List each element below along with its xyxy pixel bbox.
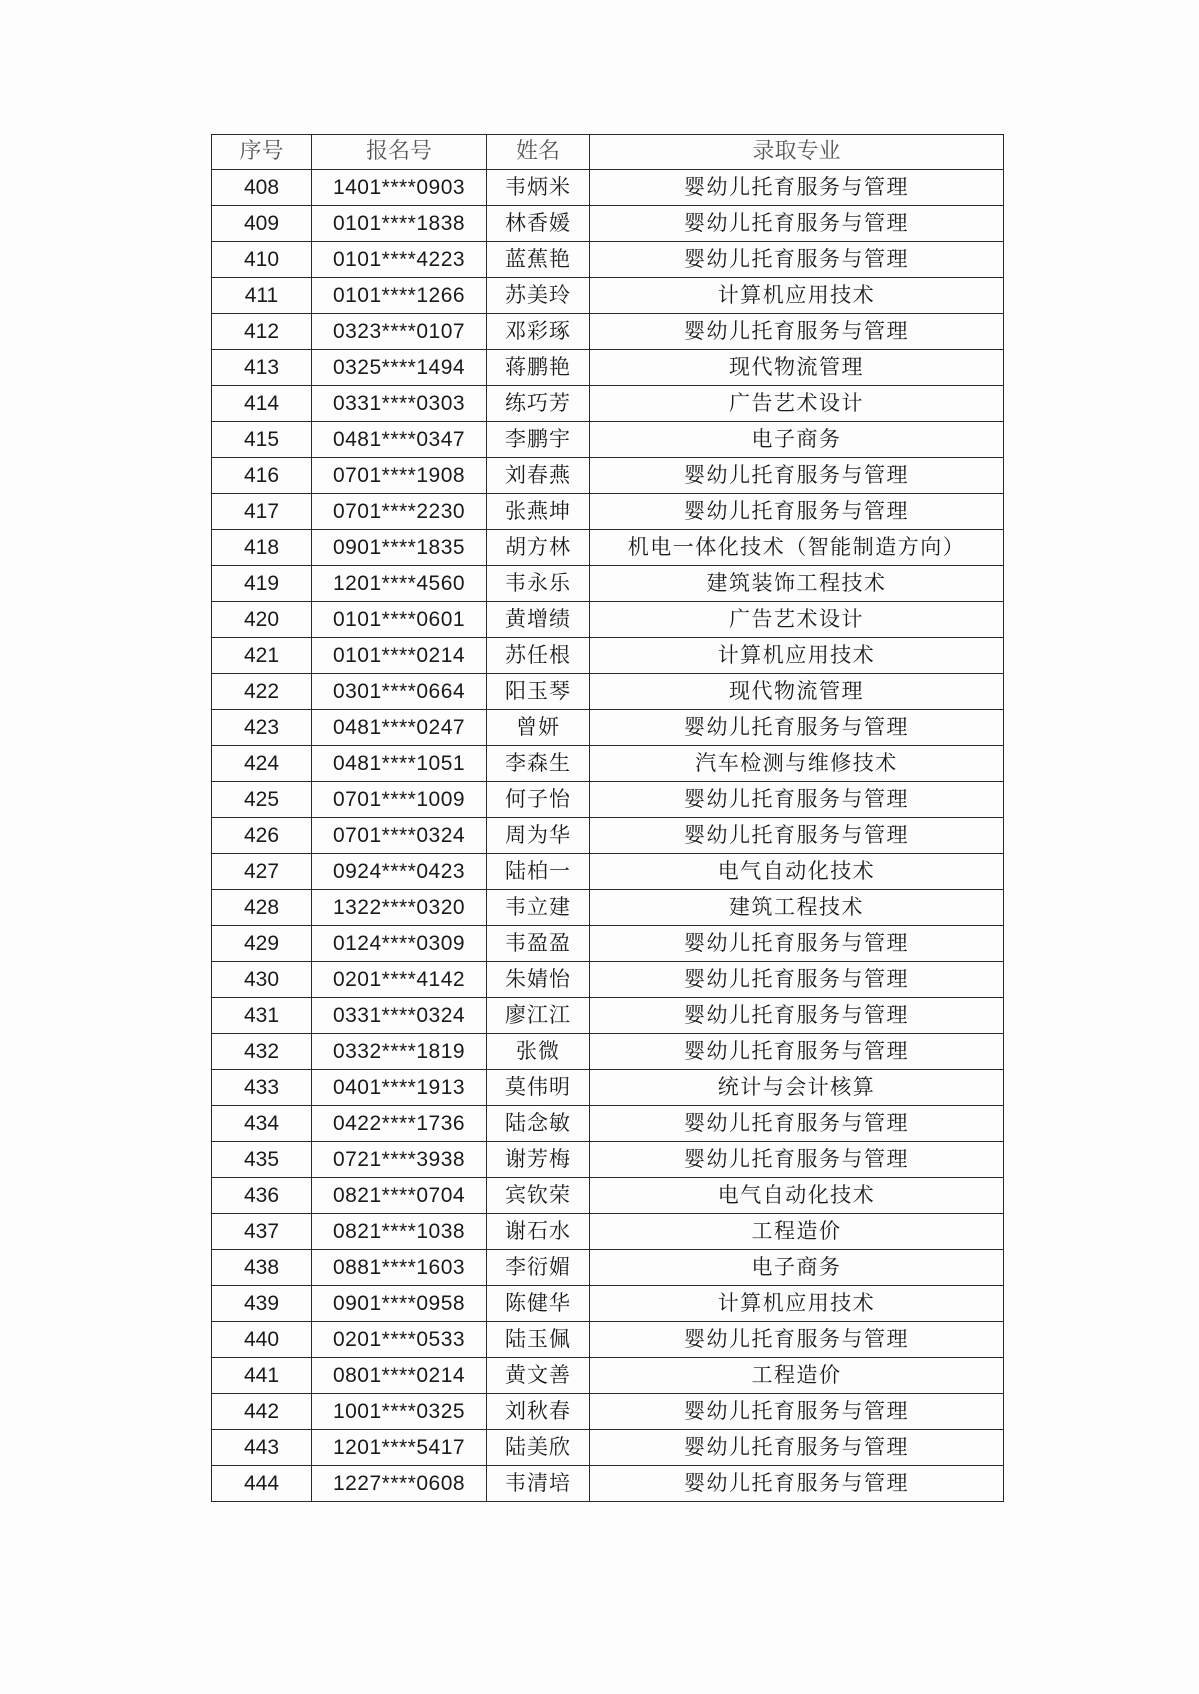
header-name: 姓名 [487,135,590,170]
row-registration-number-cell: 0821****0704 [312,1178,487,1214]
row-major-cell: 电气自动化技术 [590,1178,1004,1214]
row-major-cell: 机电一体化技术（智能制造方向） [590,530,1004,566]
row-major-cell: 工程造价 [590,1214,1004,1250]
row-seq-cell: 444 [212,1466,312,1502]
row-major-cell: 婴幼儿托育服务与管理 [590,206,1004,242]
row-seq-cell: 417 [212,494,312,530]
table-row [212,314,1004,350]
table-row [212,854,1004,890]
table-row [212,566,1004,602]
row-name-cell: 刘秋春 [487,1394,590,1430]
table-row [212,818,1004,854]
row-name-cell: 韦永乐 [487,566,590,602]
row-seq-cell: 416 [212,458,312,494]
row-registration-number-cell: 0325****1494 [312,350,487,386]
row-name-cell: 林香媛 [487,206,590,242]
row-registration-number-cell: 0332****1819 [312,1034,487,1070]
table-row [212,1142,1004,1178]
row-name-cell: 陆柏一 [487,854,590,890]
row-registration-number-cell: 0201****4142 [312,962,487,998]
row-major-cell: 工程造价 [590,1358,1004,1394]
row-seq-cell: 429 [212,926,312,962]
row-seq-cell: 431 [212,998,312,1034]
table-row [212,1034,1004,1070]
table-row [212,1106,1004,1142]
row-major-cell: 婴幼儿托育服务与管理 [590,962,1004,998]
admission-roster-table [211,134,1004,1502]
row-major-cell: 婴幼儿托育服务与管理 [590,998,1004,1034]
header-row [212,135,1004,170]
row-name-cell: 苏美玲 [487,278,590,314]
table-row [212,1070,1004,1106]
row-seq-cell: 419 [212,566,312,602]
row-name-cell: 蓝蕉艳 [487,242,590,278]
row-name-cell: 韦清培 [487,1466,590,1502]
row-major-cell: 电子商务 [590,422,1004,458]
row-major-cell: 婴幼儿托育服务与管理 [590,1106,1004,1142]
row-registration-number-cell: 0301****0664 [312,674,487,710]
table-row [212,602,1004,638]
row-major-cell: 婴幼儿托育服务与管理 [590,170,1004,206]
row-registration-number-cell: 0201****0533 [312,1322,487,1358]
row-major-cell: 计算机应用技术 [590,1286,1004,1322]
row-name-cell: 胡方林 [487,530,590,566]
row-major-cell: 建筑工程技术 [590,890,1004,926]
table-row [212,242,1004,278]
table-row [212,1250,1004,1286]
row-major-cell: 婴幼儿托育服务与管理 [590,458,1004,494]
row-major-cell: 电子商务 [590,1250,1004,1286]
table-row [212,1286,1004,1322]
table-row [212,1178,1004,1214]
row-registration-number-cell: 0481****0347 [312,422,487,458]
row-major-cell: 现代物流管理 [590,350,1004,386]
row-registration-number-cell: 0331****0303 [312,386,487,422]
row-registration-number-cell: 1401****0903 [312,170,487,206]
header-admitted-major: 录取专业 [590,135,1004,170]
row-major-cell: 婴幼儿托育服务与管理 [590,1394,1004,1430]
row-registration-number-cell: 0323****0107 [312,314,487,350]
row-name-cell: 廖江江 [487,998,590,1034]
row-name-cell: 何子怡 [487,782,590,818]
row-registration-number-cell: 0101****0601 [312,602,487,638]
row-registration-number-cell: 0481****0247 [312,710,487,746]
row-seq-cell: 439 [212,1286,312,1322]
row-seq-cell: 443 [212,1430,312,1466]
row-seq-cell: 408 [212,170,312,206]
table-row [212,530,1004,566]
table-header [212,135,1004,170]
row-name-cell: 苏任根 [487,638,590,674]
table-row [212,350,1004,386]
row-name-cell: 李鹏宇 [487,422,590,458]
row-name-cell: 宾钦荣 [487,1178,590,1214]
table-row [212,890,1004,926]
row-name-cell: 朱婧怡 [487,962,590,998]
row-registration-number-cell: 1227****0608 [312,1466,487,1502]
row-registration-number-cell: 0924****0423 [312,854,487,890]
row-registration-number-cell: 0701****1009 [312,782,487,818]
row-registration-number-cell: 0821****1038 [312,1214,487,1250]
row-major-cell: 现代物流管理 [590,674,1004,710]
table-row [212,1358,1004,1394]
row-name-cell: 韦盈盈 [487,926,590,962]
row-name-cell: 韦立建 [487,890,590,926]
row-registration-number-cell: 0124****0309 [312,926,487,962]
table-row [212,386,1004,422]
table-row [212,422,1004,458]
header-registration-number: 报名号 [312,135,487,170]
row-registration-number-cell: 0881****1603 [312,1250,487,1286]
row-major-cell: 婴幼儿托育服务与管理 [590,926,1004,962]
row-major-cell: 婴幼儿托育服务与管理 [590,1430,1004,1466]
row-registration-number-cell: 1001****0325 [312,1394,487,1430]
row-registration-number-cell: 0701****1908 [312,458,487,494]
row-name-cell: 蒋鹏艳 [487,350,590,386]
row-seq-cell: 414 [212,386,312,422]
row-major-cell: 婴幼儿托育服务与管理 [590,1322,1004,1358]
row-seq-cell: 424 [212,746,312,782]
row-name-cell: 邓彩琢 [487,314,590,350]
table-row [212,494,1004,530]
row-registration-number-cell: 0481****1051 [312,746,487,782]
row-seq-cell: 440 [212,1322,312,1358]
row-registration-number-cell: 0901****1835 [312,530,487,566]
row-seq-cell: 434 [212,1106,312,1142]
row-seq-cell: 430 [212,962,312,998]
row-major-cell: 婴幼儿托育服务与管理 [590,314,1004,350]
row-seq-cell: 436 [212,1178,312,1214]
row-major-cell: 婴幼儿托育服务与管理 [590,1034,1004,1070]
row-seq-cell: 413 [212,350,312,386]
table-row [212,278,1004,314]
row-name-cell: 李衍媚 [487,1250,590,1286]
row-registration-number-cell: 0701****0324 [312,818,487,854]
row-seq-cell: 427 [212,854,312,890]
row-name-cell: 陆美欣 [487,1430,590,1466]
row-name-cell: 莫伟明 [487,1070,590,1106]
row-major-cell: 婴幼儿托育服务与管理 [590,710,1004,746]
table-row [212,458,1004,494]
row-registration-number-cell: 0401****1913 [312,1070,487,1106]
row-name-cell: 陆念敏 [487,1106,590,1142]
table-row [212,962,1004,998]
row-registration-number-cell: 0801****0214 [312,1358,487,1394]
row-name-cell: 阳玉琴 [487,674,590,710]
row-registration-number-cell: 0331****0324 [312,998,487,1034]
row-major-cell: 婴幼儿托育服务与管理 [590,1142,1004,1178]
table-row [212,1466,1004,1502]
row-name-cell: 刘春燕 [487,458,590,494]
row-seq-cell: 423 [212,710,312,746]
row-seq-cell: 426 [212,818,312,854]
table-row [212,782,1004,818]
row-name-cell: 黄文善 [487,1358,590,1394]
table-row [212,926,1004,962]
row-name-cell: 韦炳米 [487,170,590,206]
row-registration-number-cell: 0101****1838 [312,206,487,242]
row-registration-number-cell: 0101****0214 [312,638,487,674]
row-name-cell: 张微 [487,1034,590,1070]
row-registration-number-cell: 1322****0320 [312,890,487,926]
row-major-cell: 计算机应用技术 [590,638,1004,674]
row-seq-cell: 435 [212,1142,312,1178]
row-name-cell: 谢石水 [487,1214,590,1250]
row-registration-number-cell: 1201****4560 [312,566,487,602]
table-row [212,998,1004,1034]
row-major-cell: 婴幼儿托育服务与管理 [590,494,1004,530]
row-seq-cell: 412 [212,314,312,350]
row-seq-cell: 410 [212,242,312,278]
row-seq-cell: 428 [212,890,312,926]
table-row [212,1430,1004,1466]
row-registration-number-cell: 0101****4223 [312,242,487,278]
row-seq-cell: 442 [212,1394,312,1430]
row-seq-cell: 441 [212,1358,312,1394]
table-row [212,638,1004,674]
row-registration-number-cell: 0721****3938 [312,1142,487,1178]
row-name-cell: 谢芳梅 [487,1142,590,1178]
row-seq-cell: 409 [212,206,312,242]
table-row [212,746,1004,782]
row-seq-cell: 415 [212,422,312,458]
row-name-cell: 李森生 [487,746,590,782]
row-seq-cell: 421 [212,638,312,674]
row-major-cell: 广告艺术设计 [590,386,1004,422]
row-major-cell: 婴幼儿托育服务与管理 [590,242,1004,278]
row-seq-cell: 437 [212,1214,312,1250]
row-seq-cell: 438 [212,1250,312,1286]
header-seq: 序号 [212,135,312,170]
row-registration-number-cell: 0101****1266 [312,278,487,314]
row-seq-cell: 420 [212,602,312,638]
row-name-cell: 黄增绩 [487,602,590,638]
row-registration-number-cell: 0701****2230 [312,494,487,530]
row-name-cell: 陈健华 [487,1286,590,1322]
row-name-cell: 陆玉佩 [487,1322,590,1358]
row-major-cell: 计算机应用技术 [590,278,1004,314]
row-major-cell: 婴幼儿托育服务与管理 [590,818,1004,854]
row-registration-number-cell: 0901****0958 [312,1286,487,1322]
table-row [212,1394,1004,1430]
row-registration-number-cell: 0422****1736 [312,1106,487,1142]
row-major-cell: 建筑装饰工程技术 [590,566,1004,602]
table-row [212,1322,1004,1358]
row-seq-cell: 422 [212,674,312,710]
table-row [212,674,1004,710]
row-name-cell: 张燕坤 [487,494,590,530]
row-seq-cell: 425 [212,782,312,818]
row-seq-cell: 432 [212,1034,312,1070]
row-name-cell: 练巧芳 [487,386,590,422]
row-major-cell: 婴幼儿托育服务与管理 [590,1466,1004,1502]
row-seq-cell: 411 [212,278,312,314]
row-seq-cell: 418 [212,530,312,566]
table-row [212,206,1004,242]
row-major-cell: 电气自动化技术 [590,854,1004,890]
table-row [212,710,1004,746]
row-name-cell: 周为华 [487,818,590,854]
row-registration-number-cell: 1201****5417 [312,1430,487,1466]
row-major-cell: 婴幼儿托育服务与管理 [590,782,1004,818]
row-seq-cell: 433 [212,1070,312,1106]
table-row [212,1214,1004,1250]
row-name-cell: 曾妍 [487,710,590,746]
row-major-cell: 统计与会计核算 [590,1070,1004,1106]
row-major-cell: 广告艺术设计 [590,602,1004,638]
table-row [212,170,1004,206]
row-major-cell: 汽车检测与维修技术 [590,746,1004,782]
table-body [212,170,1004,1502]
